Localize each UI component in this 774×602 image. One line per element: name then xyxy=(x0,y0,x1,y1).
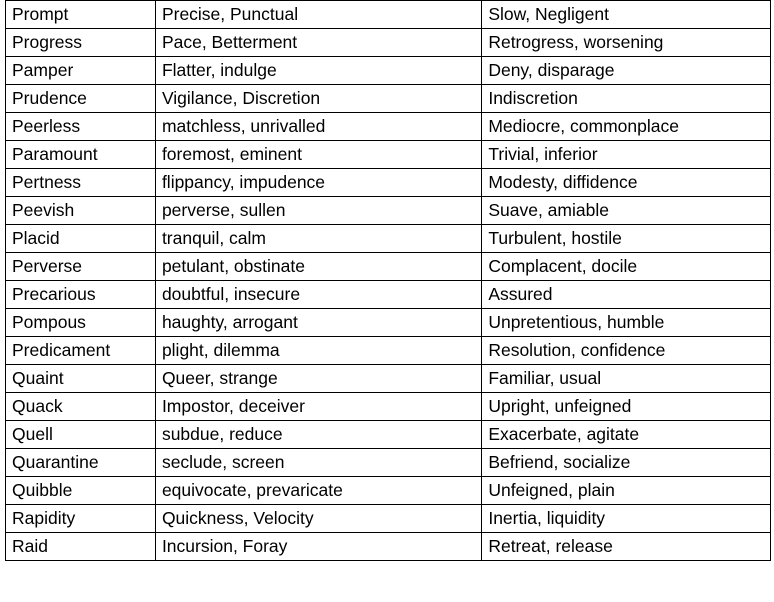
word-cell: Peevish xyxy=(6,197,156,225)
synonyms-cell: subdue, reduce xyxy=(155,421,481,449)
antonyms-cell: Familiar, usual xyxy=(482,365,771,393)
word-cell: Precarious xyxy=(6,281,156,309)
synonyms-cell: doubtful, insecure xyxy=(155,281,481,309)
antonyms-cell: Trivial, inferior xyxy=(482,141,771,169)
antonyms-cell: Retrogress, worsening xyxy=(482,29,771,57)
synonyms-cell: Incursion, Foray xyxy=(155,533,481,561)
word-cell: Quack xyxy=(6,393,156,421)
synonyms-cell: perverse, sullen xyxy=(155,197,481,225)
table-row xyxy=(6,533,771,561)
table-row xyxy=(6,113,771,141)
antonyms-cell: Unpretentious, humble xyxy=(482,309,771,337)
synonyms-cell: equivocate, prevaricate xyxy=(155,477,481,505)
word-cell: Pertness xyxy=(6,169,156,197)
vocabulary-table xyxy=(5,0,771,561)
word-cell: Prompt xyxy=(6,1,156,29)
word-cell: Peerless xyxy=(6,113,156,141)
table-row xyxy=(6,281,771,309)
synonyms-cell: Pace, Betterment xyxy=(155,29,481,57)
word-cell: Quarantine xyxy=(6,449,156,477)
word-cell: Placid xyxy=(6,225,156,253)
word-cell: Progress xyxy=(6,29,156,57)
word-cell: Pompous xyxy=(6,309,156,337)
antonyms-cell: Upright, unfeigned xyxy=(482,393,771,421)
word-cell: Rapidity xyxy=(6,505,156,533)
antonyms-cell: Exacerbate, agitate xyxy=(482,421,771,449)
table-row xyxy=(6,253,771,281)
word-cell: Paramount xyxy=(6,141,156,169)
word-cell: Raid xyxy=(6,533,156,561)
synonyms-cell: Vigilance, Discretion xyxy=(155,85,481,113)
synonyms-cell: foremost, eminent xyxy=(155,141,481,169)
antonyms-cell: Suave, amiable xyxy=(482,197,771,225)
table-row xyxy=(6,85,771,113)
table-row xyxy=(6,225,771,253)
antonyms-cell: Assured xyxy=(482,281,771,309)
table-row xyxy=(6,477,771,505)
table-row xyxy=(6,29,771,57)
antonyms-cell: Complacent, docile xyxy=(482,253,771,281)
synonyms-cell: seclude, screen xyxy=(155,449,481,477)
synonyms-cell: flippancy, impudence xyxy=(155,169,481,197)
table-row xyxy=(6,309,771,337)
word-cell: Quaint xyxy=(6,365,156,393)
synonyms-cell: Queer, strange xyxy=(155,365,481,393)
antonyms-cell: Deny, disparage xyxy=(482,57,771,85)
table-row xyxy=(6,365,771,393)
synonyms-cell: Quickness, Velocity xyxy=(155,505,481,533)
antonyms-cell: Unfeigned, plain xyxy=(482,477,771,505)
antonyms-cell: Resolution, confidence xyxy=(482,337,771,365)
synonyms-cell: Flatter, indulge xyxy=(155,57,481,85)
word-cell: Prudence xyxy=(6,85,156,113)
antonyms-cell: Modesty, diffidence xyxy=(482,169,771,197)
word-cell: Quell xyxy=(6,421,156,449)
table-row xyxy=(6,393,771,421)
word-cell: Perverse xyxy=(6,253,156,281)
synonyms-cell: tranquil, calm xyxy=(155,225,481,253)
table-row xyxy=(6,337,771,365)
word-cell: Predicament xyxy=(6,337,156,365)
antonyms-cell: Inertia, liquidity xyxy=(482,505,771,533)
table-row xyxy=(6,421,771,449)
antonyms-cell: Retreat, release xyxy=(482,533,771,561)
antonyms-cell: Indiscretion xyxy=(482,85,771,113)
word-cell: Quibble xyxy=(6,477,156,505)
table-row xyxy=(6,1,771,29)
synonyms-cell: haughty, arrogant xyxy=(155,309,481,337)
table-row xyxy=(6,169,771,197)
word-cell: Pamper xyxy=(6,57,156,85)
vocabulary-table-body xyxy=(6,1,771,561)
synonyms-cell: petulant, obstinate xyxy=(155,253,481,281)
table-row xyxy=(6,141,771,169)
antonyms-cell: Slow, Negligent xyxy=(482,1,771,29)
antonyms-cell: Turbulent, hostile xyxy=(482,225,771,253)
synonyms-cell: Impostor, deceiver xyxy=(155,393,481,421)
antonyms-cell: Mediocre, commonplace xyxy=(482,113,771,141)
table-row xyxy=(6,449,771,477)
antonyms-cell: Befriend, socialize xyxy=(482,449,771,477)
synonyms-cell: plight, dilemma xyxy=(155,337,481,365)
synonyms-cell: matchless, unrivalled xyxy=(155,113,481,141)
table-row xyxy=(6,505,771,533)
table-row xyxy=(6,57,771,85)
table-row xyxy=(6,197,771,225)
synonyms-cell: Precise, Punctual xyxy=(155,1,481,29)
